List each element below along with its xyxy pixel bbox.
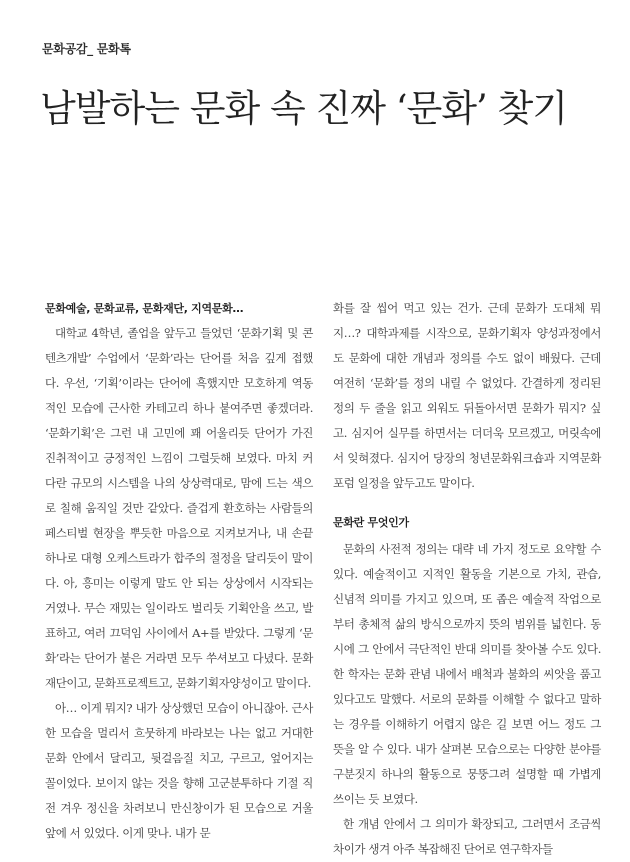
paragraph: 아… 이게 뭐지? 내가 상상했던 모습이 아니잖아. 근사한 모습을 멀리서 흐뭇하게 바라보는 나는 없고 거대한 문화 안에서 달리고, 뒷걸음질 치고, 구르고, 엎어지는 꼴이었다. 보이지 않는 것을 향해 고군분투하다 기절 직전 겨우 정신을 차려보니 만신창이가 된 모습으로 거울 앞에 서 있었다. 이게 맞나. 내가 문 [45,701,313,840]
paragraph: 대학교 4학년, 졸업을 앞두고 들었던 ‘문화기획 및 콘텐츠개발’ 수업에서 ‘문화’라는 단어를 처음 깊게 접했다. 우선, ‘기획’이라는 단어에 흑했지만 모호하게 역동적인 모습에 근사한 카테고리 하나 붙여주면 좋겠더라. ‘문화기획’은 그런 내 고민에 꽤 어울리듯 단어가 가진 진취적이고 긍정적인 느낌이 그럴듯해 보였다. 마치 커다란 규모의 시스템을 나의 상상력대로, 맘에 드는 색으로 칠해 움직일 것만 같았다. 즐겁게 환호하는 사람들의 페스티벌 현장을 뿌듯한 마음으로 지켜보거나, 내 손끝 하나로 대형 오케스트라가 합주의 절정을 달리듯이 말이다. 아, 흥미는 이렇게 말도 안 되는 상상에서 시작되는 거였나. 무슨 재밌는 일이라도 벌리듯 기획안을 쓰고, 발표하고, 여러 끄덕임 사이에서 A+를 받았다. 그렇게 ‘문화’라는 단어가 붙은 거라면 모두 쑤셔보고 다녔다. 문화재단이고, 문화프로젝트고, 문화기획자양성이고 말이다. [45,326,313,690]
subhead-culture-terms: 문화예술, 문화교류, 문화재단, 지역문화… [45,302,244,315]
subhead-what-is-culture: 문화란 무엇인가 [333,516,409,529]
article-title: 남발하는 문화 속 진짜 ‘문화’ 찾기 [40,87,567,130]
paragraph: 한 개념 안에서 그 의미가 확장되고, 그러면서 조금씩 차이가 생겨 아주 복잡해진 단어로 연구학자들 [333,817,601,856]
paragraph: 화를 잘 씹어 먹고 있는 건가. 근데 문화가 도대체 뭐지…? 대학과제를 시작으로, 문화기획자 양성과정에서도 문화에 대한 개념과 정의를 수도 없이 배웠다. 근데 여전히 ‘문화’를 정의 내릴 수 없었다. 간결하게 정리된 정의 두 줄을 읽고 외워도 뒤돌아서면 문화가 뭐지? 싶고. 심지어 실무를 하면서는 더더욱 모르겠고, 머릿속에서 잊혀졌다. 심지어 당장의 청년문화워크숍과 지역문화포럼 일정을 앞두고도 말이다. [333,301,601,490]
right-column [333,296,601,862]
left-column [45,296,313,846]
section-tag: 문화공감_ 문화톡 [42,42,131,56]
paragraph: 문화의 사전적 정의는 대략 네 가지 정도로 요약할 수 있다. 예술적이고 지적인 활동을 기본으로 가치, 관습, 신념적 의미를 가지고 있으며, 또 좁은 예술적 작업으로부터 총체적 삶의 방식으로까지 뜻의 범위를 넓힌다. 동시에 그 안에서 극단적인 반대 의미를 찾아볼 수도 있다. 한 학자는 문화 관념 내에서 배척과 불화의 씨앗을 품고 있다고도 말했다. 서로의 문화를 이해할 수 없다고 말하는 경우를 이해하기 어렵지 않은 길 보면 어느 정도 그 뜻을 알 수 있다. 내가 살펴본 모습으로는 다양한 분야를 구분짓지 하나의 활동으로 뭉뚱그려 설명할 때 가볍게 쓰이는 듯 보였다. [333,542,601,806]
